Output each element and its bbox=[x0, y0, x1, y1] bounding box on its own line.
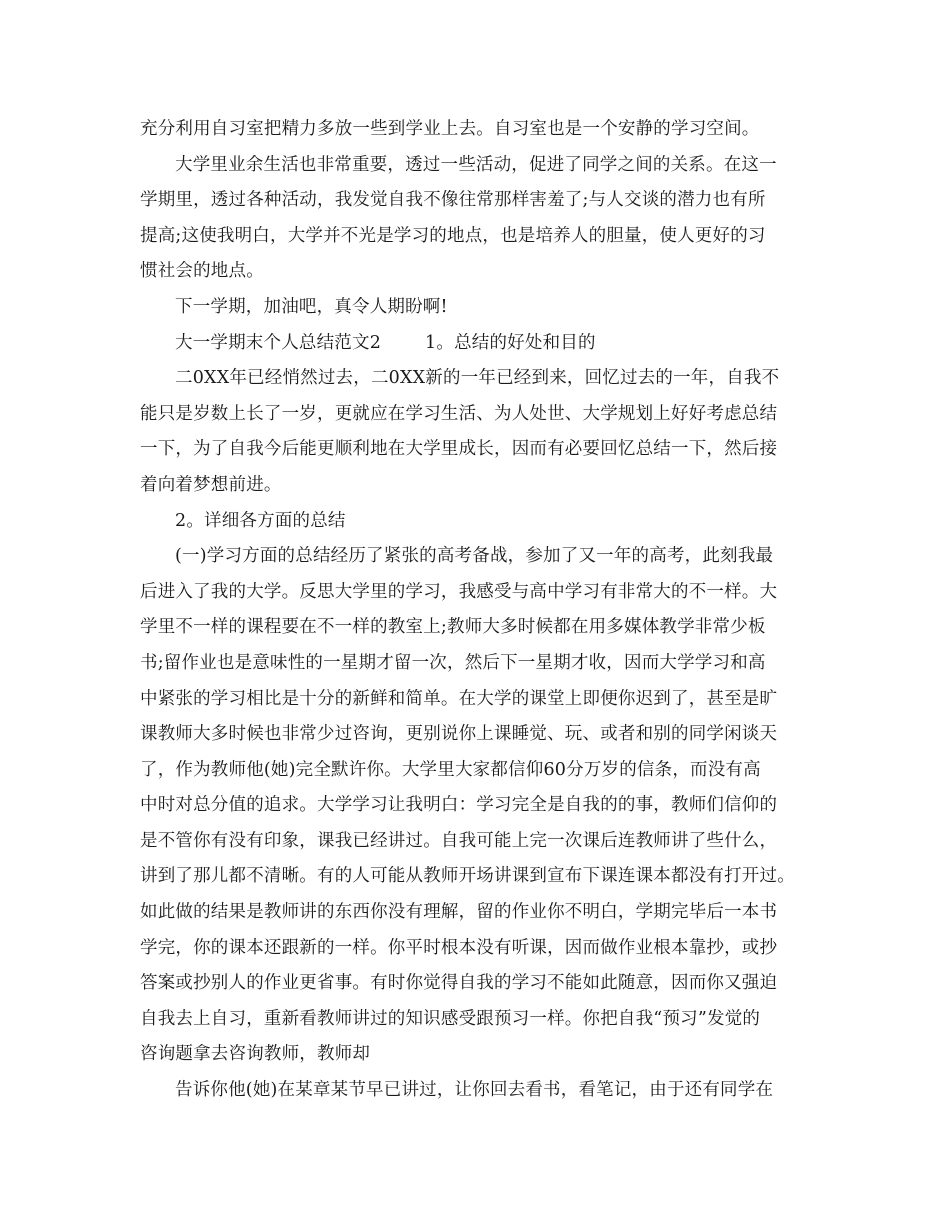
document-body bbox=[140, 112, 820, 1109]
text-line: 二0XX年已经悄然过去，二0XX新的一年已经到来，回忆过去的一年，自我不 bbox=[175, 368, 780, 389]
text-line: 告诉你他(她)在某章某节早已讲过，让你回去看书，看笔记，由于还有同学在 bbox=[175, 1080, 774, 1101]
text-line: 后进入了我的大学。反思大学里的学习，我感受与高中学习有非常大的不一样。大 bbox=[140, 581, 778, 602]
text-line: 充分利用自习室把精力多放一些到学业上去。自习室也是一个安静的学习空间。 bbox=[140, 119, 760, 139]
text-line: 一下，为了自我今后能更顺利地在大学里成长，因而有必要回忆总结一下，然后接 bbox=[140, 439, 778, 460]
text-line: 是不管你有没有印象，课我已经讲过。自我可能上完一次课后连教师讲了些什么， bbox=[140, 830, 778, 851]
text-line: 着向着梦想前进。 bbox=[140, 474, 282, 495]
subsection-title: 1。总结的好处和目的 bbox=[425, 332, 596, 353]
text-line: 下一学期，加油吧，真令人期盼啊! bbox=[175, 296, 448, 317]
text-line: 答案或抄别人的作业更省事。有时你觉得自我的学习不能如此随意，因而你又强迫 bbox=[140, 973, 778, 994]
text-line: 书;留作业也是意味性的一星期才留一次，然后下一星期才收，因而大学学习和高 bbox=[140, 652, 766, 673]
text-line: 大学里业余生活也非常重要，透过一些活动，促进了同学之间的关系。在这一 bbox=[175, 154, 777, 175]
text-line: 惯社会的地点。 bbox=[140, 261, 264, 282]
text-line: 讲到了那儿都不清晰。有的人可能从教师开场讲课到宣布下课连课本都没有打开过。 bbox=[140, 866, 795, 887]
text-line: (一)学习方面的总结经历了紧张的高考备战，参加了又一年的高考，此刻我最 bbox=[175, 546, 774, 567]
text-line: 提高;这使我明白，大学并不光是学习的地点，也是培养人的胆量，使人更好的习 bbox=[140, 225, 766, 246]
section-title: 大一学期末个人总结范文2 bbox=[175, 332, 382, 353]
text-line: 能只是岁数上长了一岁，更就应在学习生活、为人处世、大学规划上好好考虑总结 bbox=[140, 403, 778, 424]
text-line: 学里不一样的课程要在不一样的教室上;教师大多时候都在用多媒体教学非常少板 bbox=[140, 617, 766, 638]
text-line: 了，作为教师他(她)完全默许你。大学里大家都信仰60分万岁的信条，而没有高 bbox=[140, 759, 761, 780]
text-line: 如此做的结果是教师讲的东西你没有理解，留的作业你不明白，学期完毕后一本书 bbox=[140, 902, 778, 923]
text-line: 中紧张的学习相比是十分的新鲜和简单。在大学的课堂上即便你迟到了，甚至是旷 bbox=[140, 688, 778, 709]
text-line: 2。详细各方面的总结 bbox=[175, 510, 346, 531]
text-line: 课教师大多时候也非常少过咨询，更别说你上课睡觉、玩、或者和别的同学闲谈天 bbox=[140, 724, 778, 745]
text-line: 学完，你的课本还跟新的一样。你平时根本没有听课，因而做作业根本靠抄，或抄 bbox=[140, 937, 778, 958]
text-line: 咨询题拿去咨询教师，教师却 bbox=[140, 1044, 371, 1065]
text-line: 自我去上自习，重新看教师讲过的知识感受跟预习一样。你把自我“预习”发觉的 bbox=[140, 1008, 761, 1029]
text-line: 中时对总分值的追求。大学学习让我明白：学习完全是自我的的事，教师们信仰的 bbox=[140, 795, 778, 816]
section-heading-line bbox=[140, 326, 820, 362]
text-line: 学期里，透过各种活动，我发觉自我不像往常那样害羞了;与人交谈的潜力也有所 bbox=[140, 190, 766, 211]
